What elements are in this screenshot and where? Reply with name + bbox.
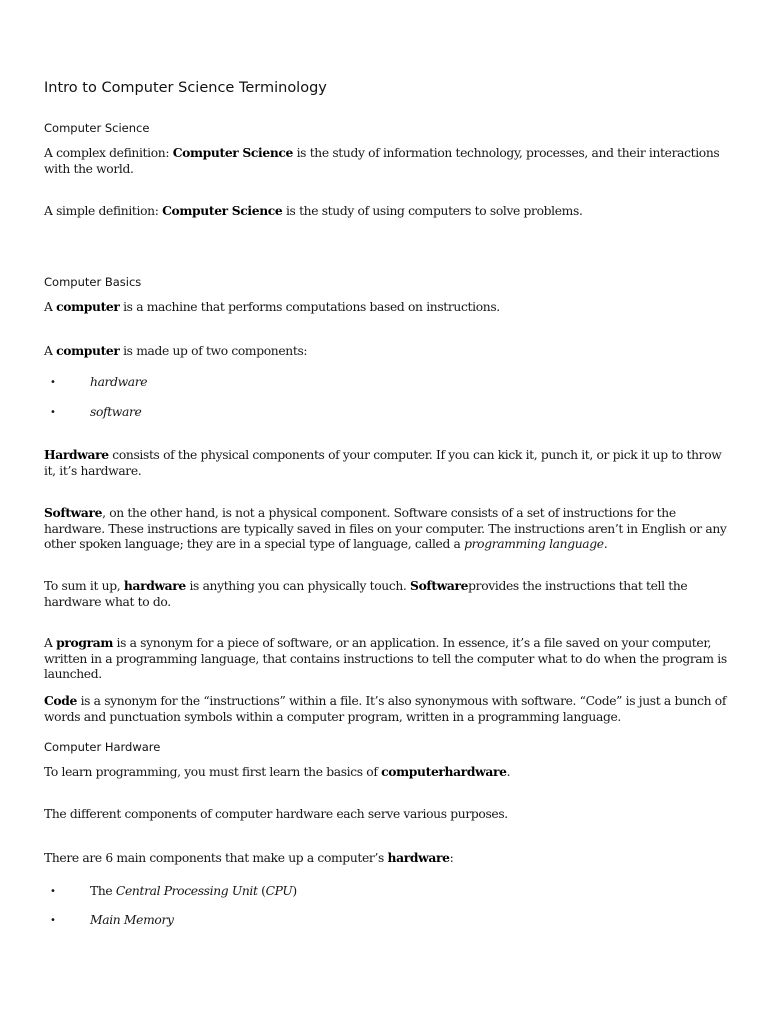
paragraph-six-components: There are 6 main components that make up a computer’s hardware: xyxy=(44,850,454,865)
paragraph-code-definition: Code is a synonym for the “instructions” within a file. It’s also synonymous with software. “Code” is just a bunch of words and punctuation symbols within a computer program, written in a programming language. xyxy=(44,693,727,724)
paragraph-program-definition: A program is a synonym for a piece of software, or an application. In essence, it’s a file saved on your computer, written in a programming language, that contains instructions to tell the computer what to do when the program is launched. xyxy=(44,635,727,681)
bullet-icon: • xyxy=(50,915,56,926)
bullet-icon: • xyxy=(50,886,56,897)
paragraph-computer-components: A computer is made up of two components: xyxy=(44,343,308,358)
paragraph-software-definition: Software, on the other hand, is not a physical component. Software consists of a set of instructions for the hardware. These instructions are typically saved in files on your computer. The instructions aren’t in English or any other spoken language; they are in a special type of language, called a programming language. xyxy=(44,505,727,551)
paragraph-sum-up: To sum it up, hardware is anything you can physically touch. Softwareprovides the instructions that tell the hardware what to do. xyxy=(44,578,688,609)
section-heading-computer-basics: Computer Basics xyxy=(44,275,142,289)
paragraph-hardware-definition: Hardware consists of the physical components of your computer. If you can kick it, punch it, or pick it up to throw it, it’s hardware. xyxy=(44,447,722,478)
paragraph-computer-definition: A computer is a machine that performs computations based on instructions. xyxy=(44,299,500,314)
bullet-icon: • xyxy=(50,377,56,388)
document-title: Intro to Computer Science Terminology xyxy=(44,80,327,96)
bullet-icon: • xyxy=(50,407,56,418)
section-heading-computer-science: Computer Science xyxy=(44,121,150,135)
paragraph-learn-hardware: To learn programming, you must first learn the basics of computerhardware. xyxy=(44,764,511,779)
paragraph-components-purposes: The different components of computer hardware each serve various purposes. xyxy=(44,807,508,821)
paragraph-simple-definition: A simple definition: Computer Science is the study of using computers to solve problems. xyxy=(44,203,583,218)
section-heading-computer-hardware: Computer Hardware xyxy=(44,740,161,754)
paragraph-complex-definition: A complex definition: Computer Science is the study of information technology, processes, and their interactions with the world. xyxy=(44,145,720,176)
